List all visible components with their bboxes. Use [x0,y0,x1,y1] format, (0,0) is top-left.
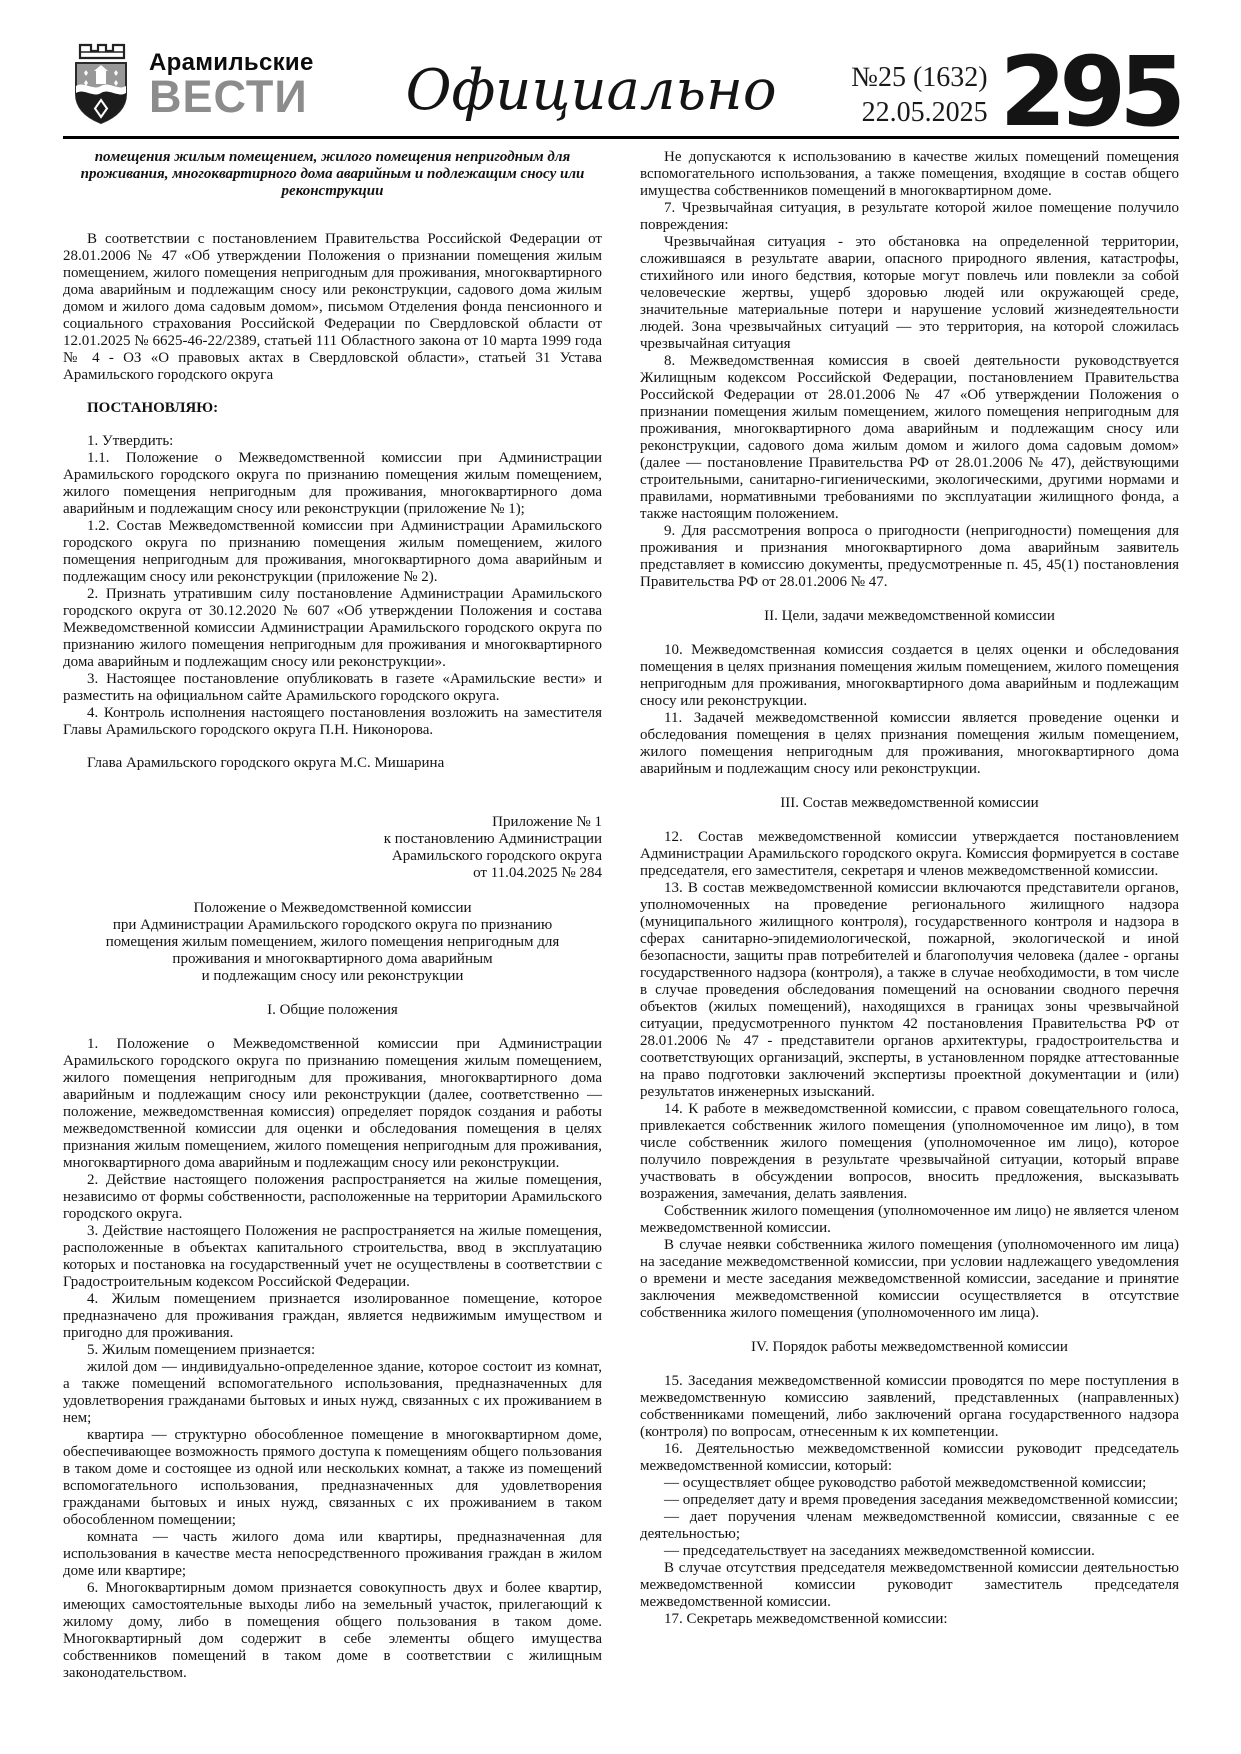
article-body [63,149,1179,1682]
newspaper-logo [63,42,331,126]
text-line: Приложение № 1 [492,814,602,830]
reg-item-6: 6. Многоквартирным домом признается совокупность двух и более квартир, имеющих самостоятельные выходы либо на земельный участок, прилегающий к жилому дому, либо в помещения общего пользования в таком доме. Многоквартирный дом содержит в себе элементы общего имущества собственников помещений в таком доме в соответствии с жилищным законодательством. [63,1580,602,1681]
reg-item-6-note: Не допускаются к использованию в качестве жилых помещений помещения вспомогательного использования, а также помещения, входящие в состав общего имущества собственников помещений в многоквартирном доме. [640,149,1179,199]
item-1-2: 1.2. Состав Межведомственной комиссии при Администрации Арамильского городского округа по признанию помещения жилым помещением, жилого помещения непригодным для проживания, многоквартирного дома аварийным и подлежащим сносу или реконструкции (приложение № 2). [63,518,602,585]
chair-duty-2: — определяет дату и время проведения заседания межведомственной комиссии; [664,1492,1179,1508]
text-line: Арамильского городского округа [391,848,602,864]
resolution-keyword: ПОСТАНОВЛЯЮ: [87,400,219,416]
left-column [63,149,602,1682]
reg-item-13: 13. В состав межведомственной комиссии включаются представители органов, уполномоченных на проведение регионального жилищного надзора (муниципального жилищного контроля), государственного контроля и надзора в сферах санитарно-эпидемиологической, пожарной, экологической и иной безопасности, защиты прав потребителей и благополучия человека (далее - органы государственного надзора (контроля), а также в случае необходимости, в том числе в случае проведения обследования помещений на основании сводного перечня объектов (жилых помещений), находящихся в границах зоны чрезвычайной ситуации, предусмотренного пунктом 42 постановления Правительства РФ от 28.01.2006 № 47 - представители органов архитектуры, градостроительства и соответствующих организаций, эксперты, в установленном порядке аттестованные на право подготовки заключений экспертизы проектной документации и (или) результатов инженерных изысканий. [640,880,1179,1100]
reg-item-7: 7. Чрезвычайная ситуация, в результате которой жилое помещение получило повреждения: [640,200,1179,233]
text-line: проживания и многоквартирного дома аварийным [172,951,493,967]
definition-house: жилой дом — индивидуально-определенное здание, которое состоит из комнат, а также помещений вспомогательного использования, предназначенных для удовлетворения гражданами бытовых и иных нужд, связанных с их проживанием в нем; [63,1359,602,1426]
brand-text [149,49,314,122]
text-line: Положение о Межведомственной комиссии [193,900,472,916]
signature-line: Глава Арамильского городского округа М.С. Мишарина [87,755,445,771]
owner-absence-note: В случае неявки собственника жилого помещения (уполномоченного им лица) на заседание межведомственной комиссии, при условии надлежащего уведомления о времени и месте заседания межведомственной комиссии, заседание и принятие заключения межведомственной комиссии осуществляется в отсутствие собственника жилого помещения (уполномоченного им лица). [640,1237,1179,1321]
regulation-title [63,900,602,985]
appendix-reference [63,814,602,882]
issue-info [851,38,987,130]
item-1: 1. Утвердить: [87,433,174,449]
section-heading-1: I. Общие положения [267,1002,398,1018]
issue-date: 22.05.2025 [861,97,988,128]
reg-item-14: 14. К работе в межведомственной комиссии, с правом совещательного голоса, привлекается собственник жилого помещения (уполномоченное им лицо), в том числе собственник жилого помещения (уполномоченное им лицо), которое получило повреждения в результате чрезвычайной ситуации, который вправе участвовать в обсуждении вопросов, вносить предложения, высказывать возражения, замечания, делать заявления. [640,1101,1179,1202]
masthead [63,36,1179,148]
section-heading-3: III. Состав межведомственной комиссии [780,795,1039,811]
chair-absence-note: В случае отсутствия председателя межведомственной комиссии деятельностью межведомственной комиссии руководит заместитель председателя межведомственной комиссии. [640,1560,1179,1610]
reg-item-8: 8. Межведомственная комиссия в своей деятельности руководствуется Жилищным кодексом Российской Федерации, постановлением Правительства Российской Федерации от 28.01.2006 № 47 «Об утверждении Положения о признании помещения жилым помещением, жилого помещения непригодным для проживания, многоквартирного дома аварийным и подлежащим сносу или реконструкции, садового дома жилым домом и жилого дома садовым домом» (далее — постановление Правительства РФ от 28.01.2006 № 47), действующими строительными, санитарно-гигиеническими, экологическими, другими нормами и правилами, нормативными требованиями по эксплуатации жилищного фонда, а также настоящим положением. [640,353,1179,522]
text-line: и подлежащим сносу или реконструкции [201,968,464,984]
page-number: 295 [999,36,1179,148]
coat-of-arms-icon [63,42,139,126]
definition-emergency: Чрезвычайная ситуация - это обстановка на определенной территории, сложившаяся в результате аварии, опасного природного явления, катастрофы, стихийного или иного бедствия, которые могут повлечь или повлекли за собой человеческие жертвы, ущерб здоровью людей или окружающей среде, значительные материальные потери и нарушение условий жизнедеятельности людей. Зона чрезвычайных ситуаций — это территория, на которой сложилась чрезвычайная ситуация [640,234,1179,352]
reg-item-10: 10. Межведомственная комиссия создается в целях оценки и обследования помещения в целях признания помещения жилым помещением, жилого помещения непригодным для проживания, многоквартирного дома аварийным и подлежащим сносу или реконструкции. [640,642,1179,709]
definition-apartment: квартира — структурно обособленное помещение в многоквартирном доме, обеспечивающее возможность прямого доступа к помещениям общего пользования в таком доме и состоящее из одной или нескольких комнат, а также из помещений вспомогательного использования, предназначенных для удовлетворения гражданами бытовых и иных нужд, связанных с их проживанием в таком обособленном помещении; [63,1427,602,1528]
preamble-paragraph: В соответствии с постановлением Правительства Российской Федерации от 28.01.2006 № 47 «Об утверждении Положения о признании помещения жилым помещением, жилого помещения непригодным для проживания, многоквартирного дома аварийным и подлежащим сносу или реконструкции, садового дома жилым домом и жилого дома садовым домом», письмом Отделения фонда пенсионного и социального страхования Российской Федерации по Свердловской области от 12.01.2025 № 6625-46-22/2389, статьей 111 Областного закона от 10 марта 1999 года № 4 - ОЗ «О правовых актах в Свердловской области», статьей 31 Устава Арамильского городского округа [63,231,602,383]
text-line: к постановлению Администрации [383,831,602,847]
brand-name-bottom: ВЕСТИ [149,71,308,122]
item-2: 2. Признать утратившим силу постановление Администрации Арамильского городского округа от 30.12.2020 № 607 «Об утверждении Положения и состава Межведомственной комиссии Администрации Арамильского городского округа по признанию жилого помещения непригодным для проживания и многоквартирного дома аварийным и подлежащим сносу или реконструкции». [63,586,602,670]
right-column [640,149,1179,1682]
chair-duty-3: — дает поручения членам межведомственной комиссии, связанные с ее деятельностью; [640,1509,1179,1542]
brand-name-top: Арамильские [149,49,314,76]
reg-item-4: 4. Жилым помещением признается изолированное помещение, которое предназначено для проживания граждан, является недвижимым имуществом и пригодно для проживания. [63,1291,602,1341]
reg-item-16: 16. Деятельностью межведомственной комиссии руководит председатель межведомственной комиссии, который: [640,1441,1179,1474]
reg-item-11: 11. Задачей межведомственной комиссии является проведение оценки и обследования помещения в целях признания помещения жилым помещением, жилого помещения непригодным для проживания, многоквартирного дома аварийным и подлежащим сносу или реконструкции. [640,710,1179,777]
reg-item-5: 5. Жилым помещением признается: [87,1342,316,1358]
section-heading-4: IV. Порядок работы межведомственной комиссии [751,1339,1068,1355]
reg-item-17: 17. Секретарь межведомственной комиссии: [664,1611,948,1627]
reg-item-12: 12. Состав межведомственной комиссии утверждается постановлением Администрации Арамильского городского округа. Комиссия формируется в составе председателя, его заместителя, секретаря и членов межведомственной комиссии. [640,829,1179,879]
reg-item-1: 1. Положение о Межведомственной комиссии при Администрации Арамильского городского округа по признанию помещения жилым помещением, жилого помещения непригодным для проживания, многоквартирного дома аварийным и подлежащим сносу или реконструкции (далее, соответственно — положение, межведомственная комиссия) определяет порядок создания и работы межведомственной комиссии для оценки и обследования помещения в целях признания жилым помещением, жилого помещения непригодным для проживания, многоквартирного дома аварийным и подлежащим сносу или реконструкции. [63,1036,602,1171]
chair-duty-4: — председательствует на заседаниях межведомственной комиссии. [664,1543,1095,1559]
item-1-1: 1.1. Положение о Межведомственной комиссии при Администрации Арамильского городского округа по признанию помещения жилым помещением, жилого помещения непригодным для проживания, многоквартирного дома аварийным и подлежащим сносу или реконструкции (приложение № 1); [63,450,602,517]
text-line: помещения жилым помещением, жилого помещения непригодным для [105,934,560,950]
item-3: 3. Настоящее постановление опубликовать в газете «Арамильские вести» и разместить на официальном сайте Арамильского городского округа. [63,671,602,704]
reg-item-9: 9. Для рассмотрения вопроса о пригодности (непригодности) помещения для проживания и признания многоквартирного дома аварийным заявитель представляет в комиссию документы, предусмотренные п. 45, 45(1) постановления Правительства РФ от 28.01.2006 № 47. [640,523,1179,590]
section-title: Официально [405,58,777,123]
article-title-continuation: помещения жилым помещением, жилого помещения непригодным для проживания, многоквартирного дома аварийным и подлежащим сносу или реконструкции [80,149,585,199]
owner-note: Собственник жилого помещения (уполномоченное им лицо) не является членом межведомственной комиссии. [640,1203,1179,1236]
text-line: от 11.04.2025 № 284 [473,865,602,881]
text-line: при Администрации Арамильского городского округа по признанию [112,917,553,933]
definition-room: комната — часть жилого дома или квартиры, предназначенная для использования в качестве места непосредственного проживания граждан в жилом доме или квартире; [63,1529,602,1579]
section-heading-2: II. Цели, задачи межведомственной комиссии [764,608,1055,624]
item-4: 4. Контроль исполнения настоящего постановления возложить на заместителя Главы Арамильского городского округа П.Н. Никонорова. [63,705,602,738]
reg-item-15: 15. Заседания межведомственной комиссии проводятся по мере поступления в межведомственную комиссию заявлений, представленных (направленных) собственниками помещений, либо заключений органа государственного надзора (контроля) по вопросам, отнесенным к их компетенции. [640,1373,1179,1440]
reg-item-3: 3. Действие настоящего Положения не распространяется на жилые помещения, расположенные в объектах капитального строительства, ввод в эксплуатацию которых и постановка на государственный учет не осуществлены в соответствии с Градостроительным кодексом Российской Федерации. [63,1223,602,1290]
issue-number: №25 (1632) [851,62,988,93]
reg-item-2: 2. Действие настоящего положения распространяется на жилые помещения, независимо от формы собственности, расположенные на территории Арамильского городского округа. [63,1172,602,1222]
chair-duty-1: — осуществляет общее руководство работой межведомственной комиссии; [664,1475,1147,1491]
